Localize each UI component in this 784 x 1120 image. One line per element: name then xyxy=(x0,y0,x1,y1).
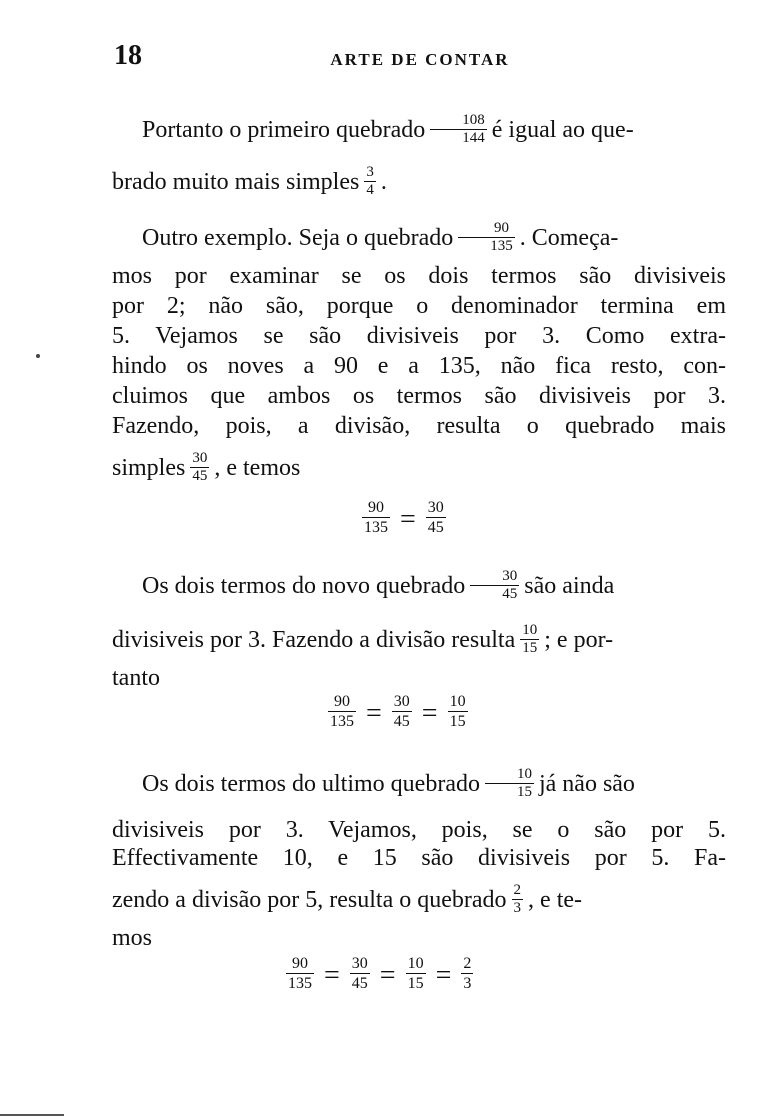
running-title: ARTE DE CONTAR xyxy=(330,50,510,69)
fraction: $\frac{90}{135}$ xyxy=(330,693,354,730)
equals-sign: = xyxy=(435,959,452,991)
fraction: $\frac{108}{144}$ xyxy=(430,112,487,147)
fraction: $\frac{30}{45}$ xyxy=(470,568,519,603)
fraction: $\frac{10}{15}$ xyxy=(449,693,466,730)
fraction: $\frac{2}{3}$ xyxy=(463,955,472,992)
text-line: Os dois termos do novo quebrado $\frac{30}{45}$ são ainda xyxy=(142,568,615,602)
fraction: $\frac{10}{15}$ xyxy=(485,766,534,801)
fraction: $\frac{30}{45}$ xyxy=(393,693,410,730)
text-line: Portanto o primeiro quebrado $\frac{108}{144}$ é igual ao que- xyxy=(142,112,634,146)
text-line: por 2; não são, porque o denominador termina em xyxy=(112,293,726,319)
equals-sign: = xyxy=(421,697,438,729)
text-line: simples $\frac{30}{45}$ , e temos xyxy=(112,450,301,484)
text-line: Effectivamente 10, e 15 são divisiveis por 5. Fa- xyxy=(112,845,726,871)
text-line: tanto xyxy=(112,665,160,691)
equals-sign: = xyxy=(366,697,382,729)
page-header xyxy=(110,40,730,76)
text-line: mos por examinar se os dois termos são divisiveis xyxy=(112,263,726,289)
text-line: hindo os noves a 90 e a 135, não fica resto, con- xyxy=(112,353,726,379)
text-line: mos xyxy=(112,925,153,951)
fraction: $\frac{30}{45}$ xyxy=(427,499,444,536)
text-line: zendo a divisão por 5, resulta o quebrado $\frac{2}{3}$ , e te- xyxy=(112,882,583,916)
fraction: $\frac{90}{135}$ xyxy=(288,955,312,992)
equation-1 xyxy=(356,500,452,539)
fraction: $\frac{10}{15}$ xyxy=(522,622,538,656)
equals-sign: = xyxy=(324,959,340,991)
paragraph-1 xyxy=(112,106,726,216)
page-edge-mark xyxy=(0,1114,64,1116)
fraction: $\frac{30}{45}$ xyxy=(192,450,208,484)
fraction: $\frac{3}{4}$ xyxy=(366,164,374,198)
fraction: $\frac{2}{3}$ xyxy=(513,882,522,916)
equals-sign: = xyxy=(400,503,416,535)
fraction: $\frac{10}{15}$ xyxy=(407,955,424,992)
text-line: cluimos que ambos os termos são divisiveis por 3. xyxy=(112,383,726,409)
margin-speck xyxy=(36,354,40,358)
text-line: divisiveis por 3. Vejamos, pois, se o são por 5. xyxy=(112,817,726,843)
paragraph-3 xyxy=(112,562,726,692)
text-line: divisiveis por 3. Fazendo a divisão resulta $\frac{10}{15}$ ; e por- xyxy=(112,622,614,656)
text-line: Fazendo, pois, a divisão, resulta o quebrado mais xyxy=(112,413,726,439)
paragraph-4 xyxy=(112,760,726,960)
fraction: $\frac{30}{45}$ xyxy=(351,955,368,992)
text-line: Os dois termos do ultimo quebrado $\frac{10}{15}$ já não são xyxy=(142,766,635,800)
equation-2 xyxy=(322,694,474,733)
paragraph-2 xyxy=(112,218,726,498)
fraction: $\frac{90}{135}$ xyxy=(458,220,515,255)
page-number: 18 xyxy=(114,40,142,71)
equals-sign: = xyxy=(379,959,396,991)
text-line: Outro exemplo. Seja o quebrado $\frac{90}{135}$ . Começa- xyxy=(142,220,619,254)
fraction: $\frac{90}{135}$ xyxy=(364,499,388,536)
equation-3 xyxy=(280,956,479,995)
text-line: 5. Vejamos se são divisiveis por 3. Como extra- xyxy=(112,323,726,349)
text-line: brado muito mais simples $\frac{3}{4}$ . xyxy=(112,164,387,198)
